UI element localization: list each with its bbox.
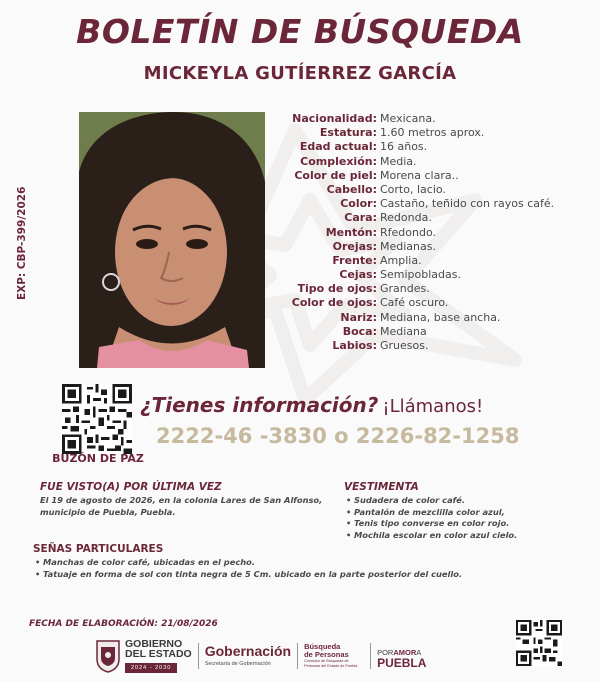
detail-label: Tipo de ojos: (297, 282, 377, 296)
amor-puebla: PUEBLA (377, 655, 427, 670)
por-amor-a-puebla-logo (377, 645, 426, 668)
detail-value: Semipobladas. (380, 268, 461, 282)
detail-row (272, 126, 597, 140)
detail-row (272, 197, 597, 211)
detail-label: Cara: (344, 211, 377, 225)
footer-logos (95, 636, 426, 676)
busqueda-line-2: de Personas (304, 650, 349, 659)
buzon-qr-code-icon[interactable] (62, 384, 132, 454)
detail-value: Corto, lacio. (380, 182, 446, 196)
busqueda-subtitle: Comisión de Búsqueda de Personas del Estado de Puebla (304, 659, 358, 668)
detail-row (272, 211, 597, 225)
detail-label: Edad actual: (299, 140, 377, 154)
marks-list (33, 557, 593, 580)
missing-person-photo (79, 112, 265, 368)
detail-row (272, 169, 597, 183)
footer-qr-code-icon[interactable] (516, 620, 562, 666)
gobernacion-title: Gobernación (204, 643, 292, 659)
detail-label: Boca: (342, 324, 377, 338)
state-shield-icon (95, 639, 121, 673)
busqueda-line-1: Búsqueda (304, 642, 341, 651)
detail-label: Mentón: (325, 225, 377, 239)
detail-row (272, 254, 597, 268)
case-number: EXP: CBP-399/2026 (16, 186, 28, 300)
clothing-list (344, 495, 594, 541)
busqueda-personas-logo (304, 643, 364, 669)
bulletin-title: BOLETÍN DE BÚSQUEDA (76, 12, 524, 51)
detail-label: Color de ojos: (291, 296, 377, 310)
elaboration-date: FECHA DE ELABORACIÓN: 21/08/2026 (29, 619, 218, 629)
detail-row (272, 140, 597, 154)
detail-row (272, 155, 597, 169)
detail-row (272, 325, 597, 339)
detail-value: 1.60 metros aprox. (380, 126, 485, 140)
divider (370, 643, 371, 669)
call-us-label: ¡Llámanos! (382, 396, 484, 417)
detail-label: Estatura: (319, 126, 377, 140)
detail-value: Amplia. (380, 253, 422, 267)
detail-value: 16 años. (380, 140, 428, 154)
info-prompt (140, 393, 483, 417)
detail-row (272, 183, 597, 197)
gob-line-1: GOBIERNO (125, 638, 183, 650)
detail-value: Media. (380, 154, 417, 168)
gobernacion-subtitle: Secretaría de Gobernación (204, 661, 271, 667)
info-question: ¿Tienes información? (140, 393, 379, 417)
clothing-section (344, 481, 594, 541)
detail-value: Medianas. (380, 239, 436, 253)
gobierno-del-estado-logo (125, 639, 192, 673)
detail-row (272, 282, 597, 296)
detail-value: Mediana, base ancha. (380, 310, 501, 324)
detail-label: Frente: (332, 253, 377, 267)
detail-value: Grandes. (380, 282, 430, 296)
physical-description (272, 112, 597, 353)
detail-row (272, 240, 597, 254)
last-seen-heading: FUE VISTO(A) POR ÚLTIMA VEZ (40, 481, 222, 493)
gob-years: 2024 - 2030 (125, 663, 177, 673)
detail-value: Mediana (380, 324, 427, 338)
phone-numbers[interactable]: 2222-46 -3830 o 2226-82-1258 (156, 424, 520, 448)
detail-row (272, 296, 597, 310)
list-item: • Manchas de color café, ubicadas en el pecho. (33, 557, 593, 569)
detail-row (272, 311, 597, 325)
detail-label: Orejas: (332, 239, 377, 253)
last-seen-text: El 19 de agosto de 2026, en la colonia Lares de San Alfonso, municipio de Puebla, Puebla. (40, 495, 323, 517)
divider (297, 643, 298, 669)
detail-label: Nacionalidad: (292, 112, 377, 125)
gob-line-2: DEL ESTADO (125, 648, 192, 660)
clothing-heading: VESTIMENTA (344, 481, 419, 493)
detail-row (272, 268, 597, 282)
marks-heading: SEÑAS PARTICULARES (33, 543, 164, 555)
last-seen-section (40, 481, 330, 518)
detail-row (272, 339, 597, 353)
detail-label: Complexión: (300, 154, 377, 168)
detail-label: Cejas: (339, 268, 377, 282)
gobernacion-logo (205, 643, 291, 669)
detail-value: Castaño, teñido con rayos café. (380, 197, 555, 211)
detail-row (272, 112, 597, 126)
amor-por: POR (377, 647, 394, 657)
missing-person-name: MICKEYLA GUTÍERREZ GARCÍA (143, 63, 457, 84)
list-item: • Sudadera de color café. (344, 495, 594, 507)
amor-amor: AMOR (393, 647, 417, 657)
detail-row (272, 226, 597, 240)
list-item: • Tenis tipo converse en color rojo. (344, 518, 594, 530)
detail-value: Gruesos. (380, 339, 429, 352)
detail-value: Redonda. (380, 211, 432, 225)
detail-label: Color de piel: (294, 168, 377, 182)
distinguishing-marks-section (33, 543, 593, 580)
list-item: • Pantalón de mezclilla color azul, (344, 507, 594, 519)
detail-value: Rfedondo. (380, 225, 436, 239)
detail-value: Café oscuro. (380, 296, 449, 310)
detail-label: Labios: (332, 339, 377, 352)
list-item: • Tatuaje en forma de sol con tinta negra de 5 Cm. ubicado en la parte posterior del cuello. (33, 569, 593, 581)
detail-value: Morena clara.. (380, 168, 459, 182)
detail-label: Cabello: (326, 182, 377, 196)
detail-label: Color: (340, 197, 377, 211)
divider (198, 643, 199, 669)
detail-value: Mexicana. (380, 112, 436, 125)
detail-label: Nariz: (340, 310, 377, 324)
buzon-de-paz-label: BUZÓN DE PAZ (52, 452, 144, 465)
list-item: • Mochila escolar en color azul cielo. (344, 530, 594, 542)
amor-a: A (416, 647, 422, 657)
